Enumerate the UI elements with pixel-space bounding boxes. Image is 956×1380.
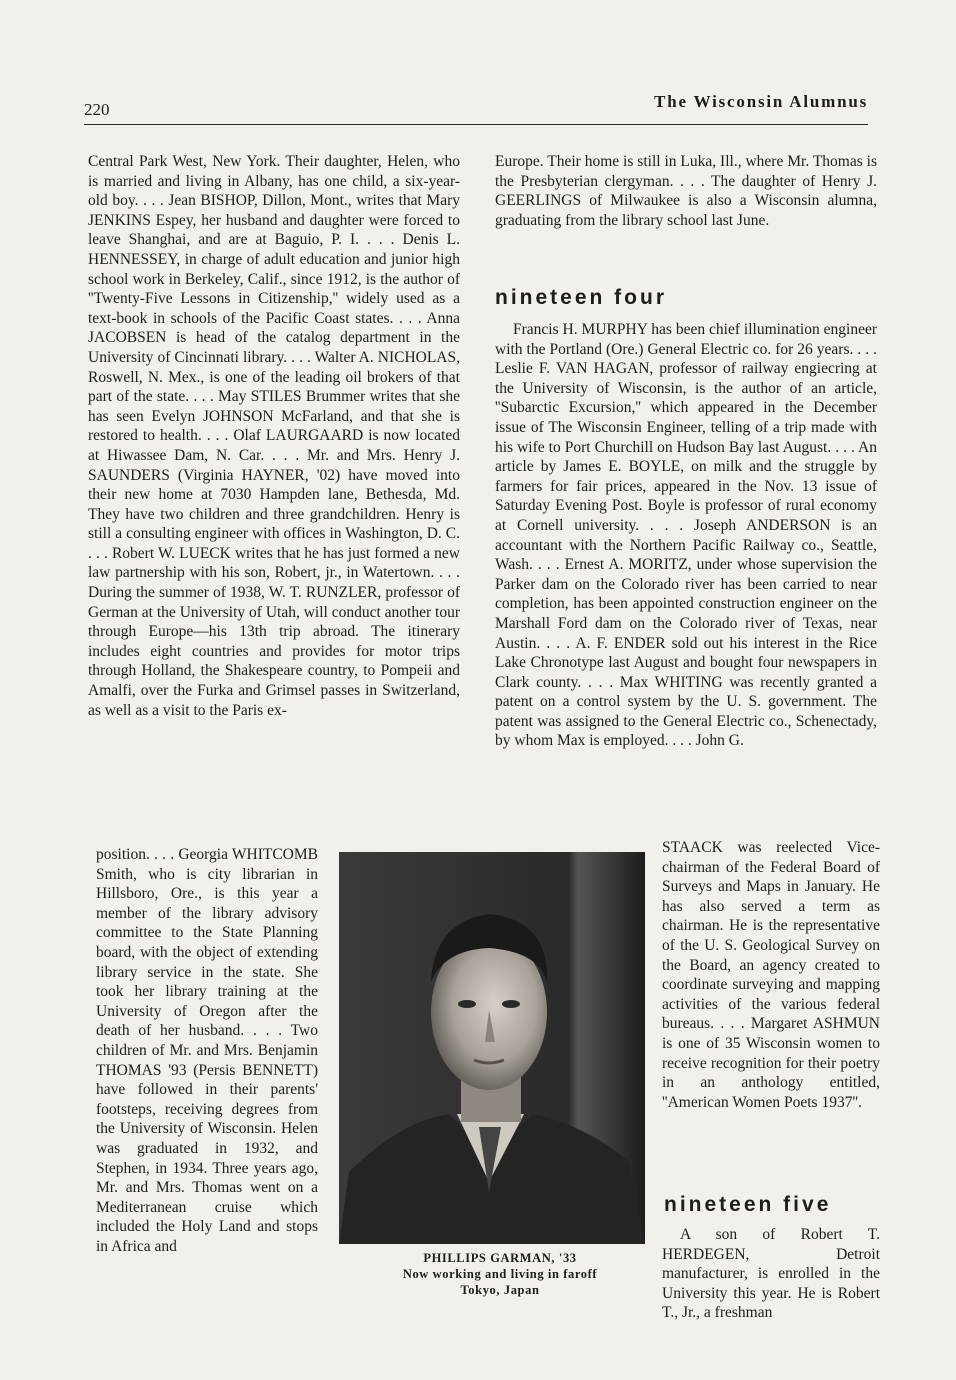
caption-name: PHILLIPS GARMAN, '33	[423, 1251, 577, 1265]
paragraph: position. . . . Georgia WHITCOMB Smith, who is city librarian in Hillsboro, Ore., is this year a member of the library advisory committee to the State Planning board, with the object of extending library service in the state. She took her library training at the University of Oregon after the death of her husband. . . . Two children of Mr. and Mrs. Benjamin THOMAS '93 (Persis BENNETT) have followed in their parents' footsteps, receiving degrees from the University of Wisconsin. Helen was graduated in 1932, and Stephen, in 1934. Three years ago, Mr. and Mrs. Thomas went on a Mediterranean cruise which included the Holy Land and stops in Africa and	[96, 846, 318, 1255]
page-header	[84, 90, 868, 125]
section-body-nineteen-four	[495, 320, 877, 751]
photo-caption	[340, 1250, 660, 1298]
paragraph: Central Park West, New York. Their daughter, Helen, who is married and living in Albany, has one child, a six-year-old boy. . . . Jean BISHOP, Dillon, Mont., writes that Mary JENKINS Espey, her husband and daughter were forced to leave Shanghai, and are at Baguio, P. I. . . . Denis L. HENNESSEY, in charge of adult education and junior high school work in Berkeley, Calif., since 1912, is the author of ''Twenty-Five Lessons in Citizenship,'' widely used as a text-book in schools of the Pacific Coast states. . . . Anna JACOBSEN is head of the catalog department in the University of Cincinnati library. . . . Walter A. NICHOLAS, Roswell, N. Mex., is one of the leading oil brokers of that part of the state. . . . May STILES Brummer writes that she has seen Evelyn JOHNSON McFarland, and that she is restored to health. . . . Olaf LAURGAARD is now located at Hiwassee Dam, N. Car. . . . Mr. and Mrs. Henry J. SAUNDERS (Virginia HAYNER, '02) have moved into their new home at 7030 Hampden lane, Bethesda, Md. They have two children and three grandchildren. Henry is still a consulting engineer with offices in Washington, D. C. . . . Robert W. LUECK writes that he has just formed a new law partnership with his son, Robert, jr., in Watertown. . . . During the summer of 1938, W. T. RUNZLER, professor of German at the University of Utah, will conduct another tour through Europe—his 13th trip abroad. The itinerary includes eight countries and provides for motor trips through Holland, the Shakespeare country, to Pompeii and Amalfi, over the Furka and Grimsel passes in Switzerland, as well as a visit to the Paris ex-	[88, 153, 460, 719]
portrait-photo	[339, 852, 645, 1244]
page-number: 220	[84, 100, 110, 119]
paragraph: Francis H. MURPHY has been chief illumination engineer with the Portland (Ore.) General Electric co. for 26 years. . . . Leslie F. VAN HAGAN, professor of railway engiecring at the University of Wisconsin, is the author of an article, ''Subarctic Excursion,'' which appeared in the December issue of The Wisconsin Engineer, telling of a trip made with his wife to Port Churchill on Hudson Bay last August. . . . An article by James E. BOYLE, on milk and the struggle by farmers for fair prices, appeared in the Nov. 13 issue of Saturday Evening Post. Boyle is professor of rural economy at Cornell university. . . . Joseph ANDERSON is an accountant with the Northern Pacific Railway co., Seattle, Wash. . . . Ernest A. MORITZ, under whose supervision the Parker dam on the Colorado river has been carried to near completion, has been appointed construction engineer on the Marshall Ford dam on the Colorado river of Texas, near Austin. . . . A. F. ENDER sold out his interest in the Rice Lake Chronotype last August and bought four newspapers in Clark county. . . . Max WHITING was recently granted a patent on a control system by the U. S. government. The patent was assigned to the General Electric co., Schenectady, by whom Max is employed. . . . John G.	[495, 321, 877, 750]
section-body-nineteen-four-continued	[662, 838, 880, 1112]
right-column-intro	[495, 152, 877, 230]
left-column-text-upper	[88, 152, 460, 720]
paragraph: A son of Robert T. HERDEGEN, Detroit manufacturer, is enrolled in the University this year. He is Robert T., Jr., a freshman	[662, 1226, 880, 1322]
caption-line: Now working and living in faroff	[402, 1267, 598, 1281]
caption-line: Tokyo, Japan	[460, 1283, 540, 1297]
left-column-text-lower	[96, 845, 318, 1256]
section-heading-nineteen-four: nineteen four	[495, 286, 668, 309]
section-heading-nineteen-five: nineteen five	[664, 1193, 832, 1216]
portrait-image	[339, 852, 645, 1244]
paragraph: Europe. Their home is still in Luka, Ill., where Mr. Thomas is the Presbyterian clergyman. . . . The daughter of Henry J. GEERLINGS of Milwaukee is also a Wisconsin alumna, graduating from the library school last June.	[495, 153, 877, 229]
paragraph: STAACK was reelected Vice-chairman of the Federal Board of Surveys and Maps in January. He has also served a term as chairman. He is the representative of the U. S. Geological Survey on the Board, an agency created to coordinate surveying and mapping activities of the various federal bureaus. . . . Margaret ASHMUN is one of 35 Wisconsin women to receive recognition for their poetry in an anthology entitled, ''American Women Poets 1937''.	[662, 839, 880, 1111]
journal-title: The Wisconsin Alumnus	[654, 92, 868, 111]
section-body-nineteen-five	[662, 1225, 880, 1323]
